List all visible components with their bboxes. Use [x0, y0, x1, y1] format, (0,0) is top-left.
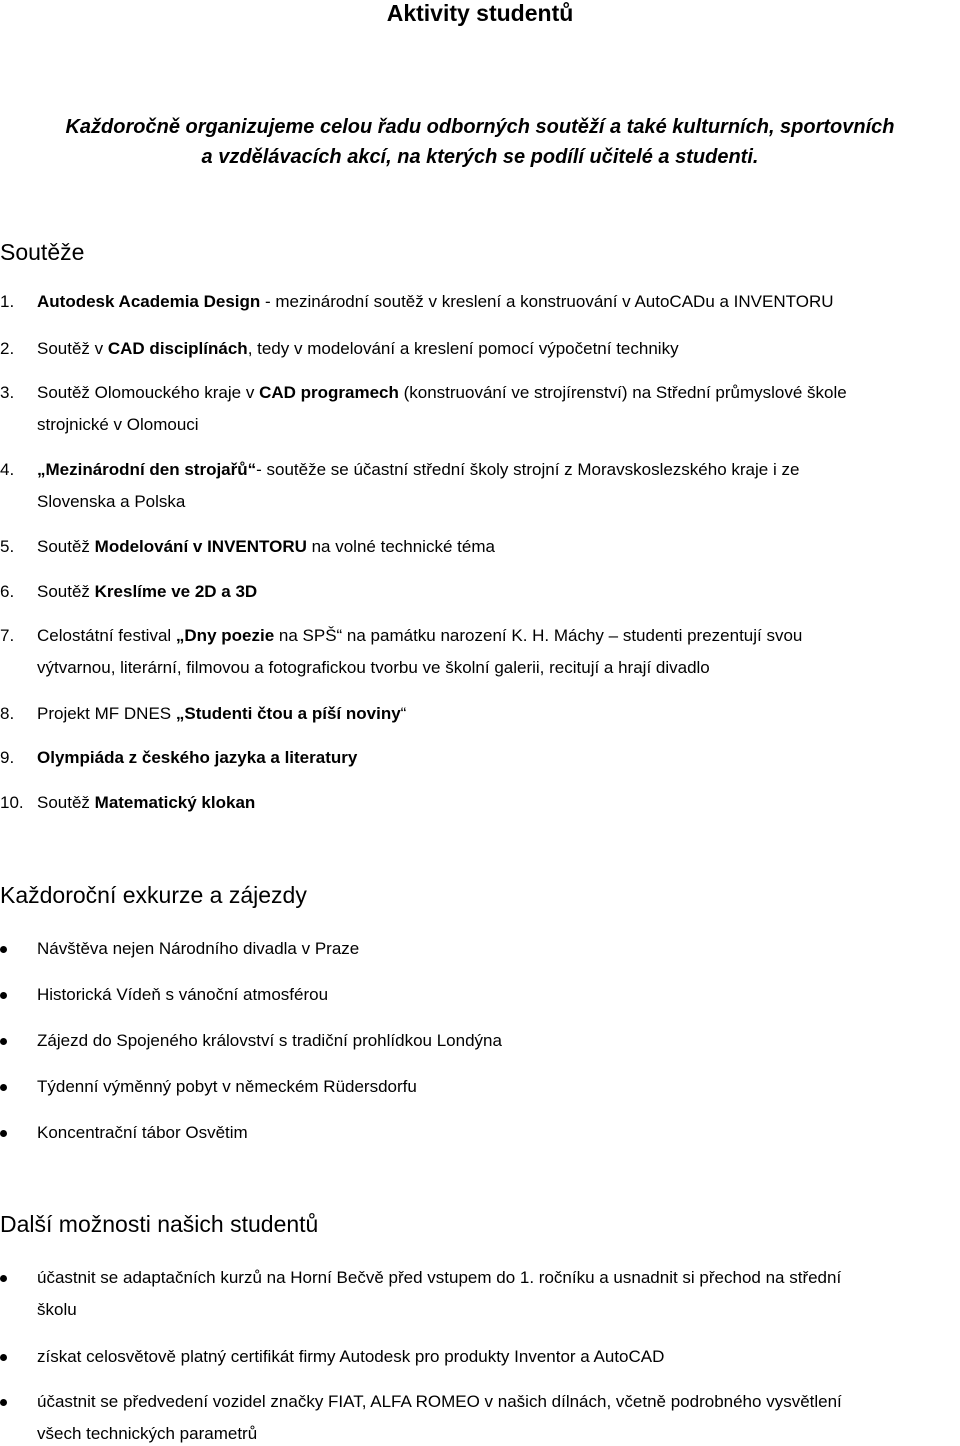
trips-heading: Každoroční exkurze a zájezdy — [0, 882, 307, 908]
item-title: „Studenti čtou a píší noviny — [175, 704, 401, 723]
trip-text: Koncentrační tábor Osvětim — [37, 1123, 248, 1142]
option-text-continued: všech technických parametrů — [37, 1424, 258, 1443]
bullet-icon — [0, 1130, 7, 1137]
item-prefix: Projekt MF DNES — [37, 704, 176, 723]
bullet-icon — [0, 946, 7, 953]
item-text: , tedy v modelování a kreslení pomocí výpočetní techniky — [247, 339, 679, 358]
option-item — [0, 1392, 957, 1444]
item-text-continued: strojnické v Olomouci — [37, 415, 199, 434]
item-text-continued: Slovenska a Polska — [37, 492, 186, 511]
option-text: účastnit se předvedení vozidel značky FIAT, ALFA ROMEO v našich dílnách, včetně podrobného vysvětlení — [37, 1392, 842, 1411]
item-title: CAD disciplínách — [107, 339, 248, 358]
trip-text: Týdenní výměnný pobyt v německém Rüdersdorfu — [37, 1077, 417, 1096]
item-prefix: Soutěž — [37, 537, 95, 556]
item-title: Autodesk Academia Design — [37, 292, 261, 311]
options-heading: Další možnosti našich studentů — [0, 1211, 319, 1237]
bullet-icon — [0, 992, 7, 999]
item-number: 3. — [0, 383, 15, 402]
item-text: na SPŠ“ na památku narození K. H. Máchy – studenti prezentují svou — [274, 626, 803, 645]
item-number: 5. — [0, 537, 15, 556]
page-title: Aktivity studentů — [386, 0, 574, 26]
competition-item — [0, 626, 957, 678]
competition-item — [0, 292, 957, 312]
competitions-heading: Soutěže — [0, 239, 85, 265]
item-text: “ — [400, 704, 407, 723]
bullet-icon — [0, 1038, 7, 1045]
trip-text: Historická Vídeň s vánoční atmosférou — [37, 985, 329, 1004]
bullet-icon — [0, 1354, 7, 1361]
item-prefix: Soutěž v — [37, 339, 108, 358]
competition-item — [0, 460, 957, 512]
item-prefix: Soutěž Olomouckého kraje v — [37, 383, 260, 402]
intro-line-2: a vzdělávacích akcí, na kterých se podílí učitelé a studenti. — [201, 146, 759, 168]
item-number: 10. — [0, 793, 24, 812]
item-number: 9. — [0, 748, 15, 767]
trip-item — [0, 939, 957, 959]
bullet-icon — [0, 1275, 7, 1282]
item-number: 2. — [0, 339, 15, 358]
item-text-continued: výtvarnou, literární, filmovou a fotografickou tvorbu ve školní galerii, recitují a hrají divadlo — [37, 658, 710, 677]
item-number: 8. — [0, 704, 15, 723]
item-title: CAD programech — [259, 383, 399, 402]
competition-item — [0, 582, 957, 602]
item-text: na volné technické téma — [306, 537, 495, 556]
trip-item — [0, 1031, 957, 1051]
competition-item — [0, 339, 957, 359]
item-number: 7. — [0, 626, 15, 645]
intro-line-1: Každoročně organizujeme celou řadu odborných soutěží a také kulturních, sportovních — [65, 116, 895, 138]
item-number: 1. — [0, 292, 15, 311]
item-title: „Dny poezie — [175, 626, 275, 645]
item-title: „Mezinárodní den strojařů“ — [37, 460, 257, 479]
bullet-icon — [0, 1084, 7, 1091]
competition-item — [0, 748, 957, 768]
item-text: - mezinárodní soutěž v kreslení a konstruování v AutoCADu a INVENTORU — [260, 292, 834, 311]
trip-item — [0, 1077, 957, 1097]
trip-text: Zájezd do Spojeného království s tradiční prohlídkou Londýna — [37, 1031, 502, 1050]
trip-item — [0, 1123, 957, 1143]
item-prefix: Celostátní festival — [37, 626, 176, 645]
bullet-icon — [0, 1399, 7, 1406]
item-prefix: Soutěž — [37, 793, 95, 812]
competition-item — [0, 704, 957, 724]
item-number: 6. — [0, 582, 15, 601]
item-text: (konstruování ve strojírenství) na Střední průmyslové škole — [398, 383, 847, 402]
item-title: Modelování v INVENTORU — [94, 537, 307, 556]
competition-item — [0, 383, 957, 435]
competition-item — [0, 793, 957, 813]
trip-item — [0, 985, 957, 1005]
option-item — [0, 1268, 957, 1320]
item-text: - soutěže se účastní střední školy strojní z Moravskoslezského kraje i ze — [256, 460, 800, 479]
item-title: Matematický klokan — [94, 793, 256, 812]
item-title: Kreslíme ve 2D a 3D — [94, 582, 258, 601]
item-title: Olympiáda z českého jazyka a literatury — [37, 748, 358, 767]
trip-text: Návštěva nejen Národního divadla v Praze — [37, 939, 360, 958]
item-number: 4. — [0, 460, 15, 479]
option-item — [0, 1347, 957, 1367]
option-text: účastnit se adaptačních kurzů na Horní Bečvě před vstupem do 1. ročníku a usnadnit si přechod na střední — [37, 1268, 842, 1287]
option-text: získat celosvětově platný certifikát firmy Autodesk pro produkty Inventor a AutoCAD — [37, 1347, 665, 1366]
competition-item — [0, 537, 957, 557]
option-text-continued: školu — [37, 1300, 77, 1319]
item-prefix: Soutěž — [37, 582, 95, 601]
